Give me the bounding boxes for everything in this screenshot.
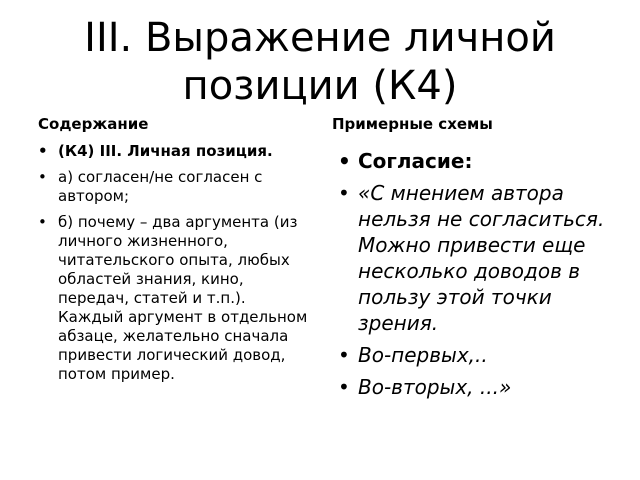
schemes-bullet-list (338, 148, 620, 406)
list-item (38, 142, 314, 161)
list-item (38, 213, 314, 384)
bullet-icon: • (38, 142, 48, 160)
list-item (38, 168, 314, 206)
content-column-heading: Содержание (38, 115, 149, 133)
bullet-icon: • (338, 343, 350, 367)
list-item (338, 180, 620, 336)
slide-title: III. Выражение личной позиции (К4) (84, 15, 556, 109)
list-item-text: Во-первых,.. (358, 343, 488, 367)
list-item-text: «С мнением автора нельзя не согласиться. Можно привести еще несколько доводов в пользу этой точки зрения. (358, 181, 605, 335)
list-item-text: б) почему – два аргумента (из личного жизненного, читательского опыта, любых областей знания, кино, передач, статей и т.п.). Каждый аргумент в отдельном абзаце, желательно сначала привести логический довод, потом пример. (58, 213, 308, 383)
list-item (338, 148, 620, 174)
list-item (338, 342, 620, 368)
bullet-icon: • (38, 213, 47, 231)
bullet-icon: • (338, 375, 350, 399)
list-item (338, 374, 620, 400)
list-item-text: (К4) III. Личная позиция. (58, 142, 273, 160)
list-item-text: Во-вторых, ...» (358, 375, 512, 399)
bullet-icon: • (338, 149, 351, 173)
content-bullet-list (38, 142, 314, 391)
list-item-text: а) согласен/не согласен с автором; (58, 168, 263, 205)
bullet-icon: • (338, 181, 350, 205)
bullet-icon: • (38, 168, 47, 186)
list-item-text: Согласие: (358, 149, 473, 173)
schemes-column-heading: Примерные схемы (332, 115, 493, 133)
